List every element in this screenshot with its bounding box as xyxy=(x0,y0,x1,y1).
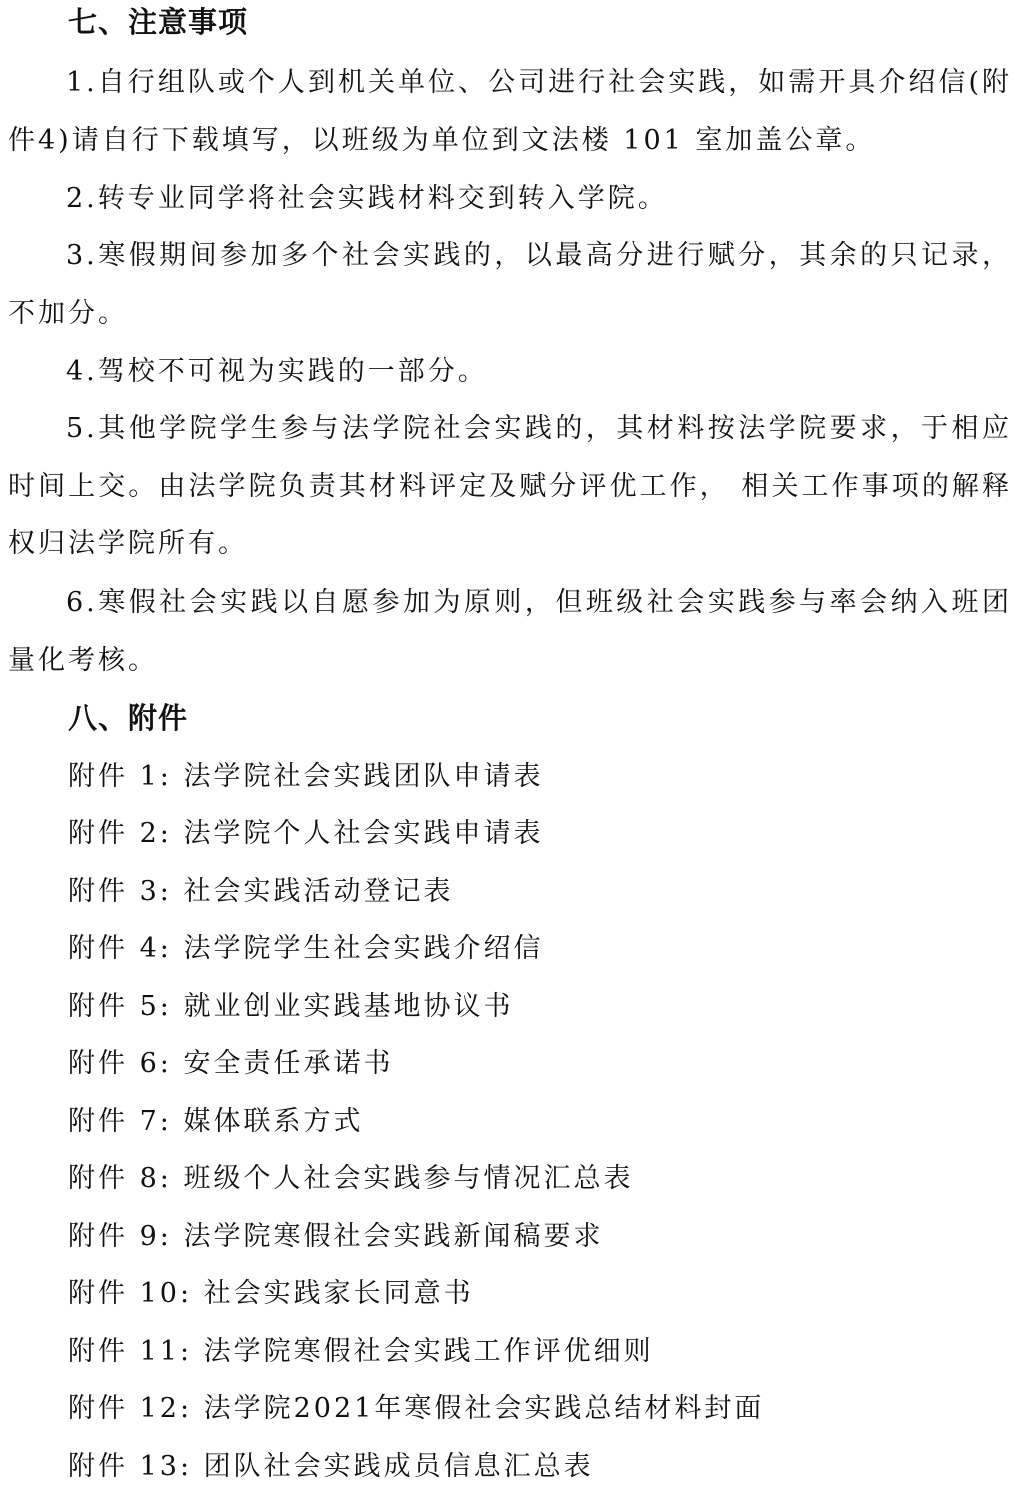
section-heading-attachments: 八、附件 xyxy=(68,701,189,735)
attachment-item: 附件 10: 社会实践家长同意书 xyxy=(68,1278,474,1309)
notice-item-4: 4.驾校不可视为实践的一部分。 xyxy=(66,356,488,387)
section-heading-notes: 七、注意事项 xyxy=(68,5,249,39)
attachment-item: 附件 9: 法学院寒假社会实践新闻稿要求 xyxy=(68,1221,604,1252)
attachment-item: 附件 13: 团队社会实践成员信息汇总表 xyxy=(68,1451,594,1482)
attachment-item: 附件 2: 法学院个人社会实践申请表 xyxy=(68,818,544,849)
attachment-item: 附件 5: 就业创业实践基地协议书 xyxy=(68,991,514,1022)
attachment-item: 附件 4: 法学院学生社会实践介绍信 xyxy=(68,933,544,964)
notice-item-2: 2.转专业同学将社会实践材料交到转入学院。 xyxy=(66,183,668,214)
attachment-item: 附件 7: 媒体联系方式 xyxy=(68,1106,364,1137)
notice-item-6: 6.寒假社会实践以自愿参加为原则，但班级社会实践参与率会纳入班团量化考核。 xyxy=(8,587,1012,676)
notice-item-3: 3.寒假期间参加多个社会实践的，以最高分进行赋分，其余的只记录，不加分。 xyxy=(8,240,1012,329)
attachment-item: 附件 1: 法学院社会实践团队申请表 xyxy=(68,761,544,792)
notice-item-5: 5.其他学院学生参与法学院社会实践的，其材料按法学院要求，于相应时间上交。由法学院负责其材料评定及赋分评优工作， 相关工作事项的解释权归法学院所有。 xyxy=(8,413,1012,559)
attachment-item: 附件 3: 社会实践活动登记表 xyxy=(68,876,454,907)
attachment-item: 附件 12: 法学院2021年寒假社会实践总结材料封面 xyxy=(68,1393,765,1424)
notice-item-1: 1.自行组队或个人到机关单位、公司进行社会实践，如需开具介绍信(附件4)请自行下载填写，以班级为单位到文法楼 101 室加盖公章。 xyxy=(8,67,1012,156)
attachment-item: 附件 8: 班级个人社会实践参与情况汇总表 xyxy=(68,1163,634,1194)
attachment-item: 附件 11: 法学院寒假社会实践工作评优细则 xyxy=(68,1336,654,1367)
attachment-item: 附件 6: 安全责任承诺书 xyxy=(68,1048,394,1079)
